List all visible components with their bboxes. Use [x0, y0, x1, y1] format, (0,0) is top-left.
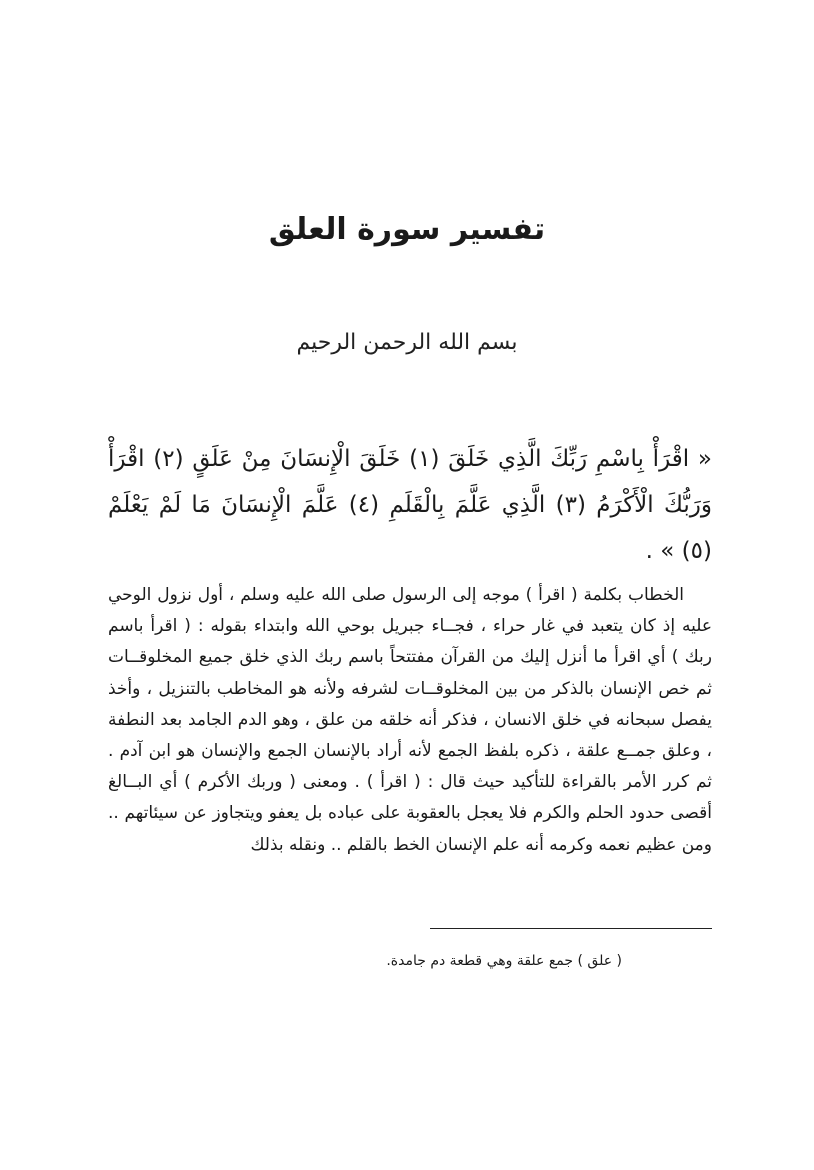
- footnote-divider: [430, 928, 712, 929]
- commentary-paragraph: الخطاب بكلمة ( اقرأ ) موجه إلى الرسول صلى الله عليه وسلم ، أول نزول الوحي عليه إذ كان يتعبد في غار حراء ، فجــاء جبريل بوحي الله وابتداء بقوله : ( اقرأ باسم ربك ) أي اقرأ ما أنزل إليك من القرآن مفتتحاً باسم ربك الذي خلق جميع المخلوقــات ثم خص الإنسان بالذكر من بين المخلوقــات لشرفه ولأنه هو المخاطب بالتنزيل ، وأخذ يفصل سبحانه في خلق الانسان ، فذكر أنه خلقه من علق ، وهو الدم الجامد بعد النطفة ، وعلق جمــع علقة ، ذكره بلفظ الجمع لأنه أراد بالإنسان الجمع والإنسان هو ابن آدم . ثم كرر الأمر بالقراءة للتأكيد حيث قال : ( اقرأ ) . ومعنى ( وربك الأكرم ) أي البــالغ أقصى حدود الحلم والكرم فلا يعجل بالعقوبة على عباده بل يعفو ويتجاوز عن سيئاتهم .. ومن عظيم نعمه وكرمه أنه علم الإنسان الخط بالقلم .. ونقله بذلك: [108, 585, 712, 855]
- page-title: تفسير سورة العلق: [268, 212, 546, 247]
- commentary-body: [108, 580, 712, 861]
- quran-verses: « اقْرَأْ بِاسْمِ رَبِّكَ الَّذِي خَلَقَ (١) خَلَقَ الْإِنسَانَ مِنْ عَلَقٍ (٢) اقْرَأْ وَرَبُّكَ الْأَكْرَمُ (٣) الَّذِي عَلَّمَ بِالْقَلَمِ (٤) عَلَّمَ الْإِنسَانَ مَا لَمْ يَعْلَمْ (٥) » .: [108, 446, 712, 564]
- basmala-calligraphy: بسم الله الرحمن الرحيم: [296, 330, 518, 355]
- footnote: ( علق ) جمع علقة وهي قطعة دم جامدة.: [386, 953, 622, 969]
